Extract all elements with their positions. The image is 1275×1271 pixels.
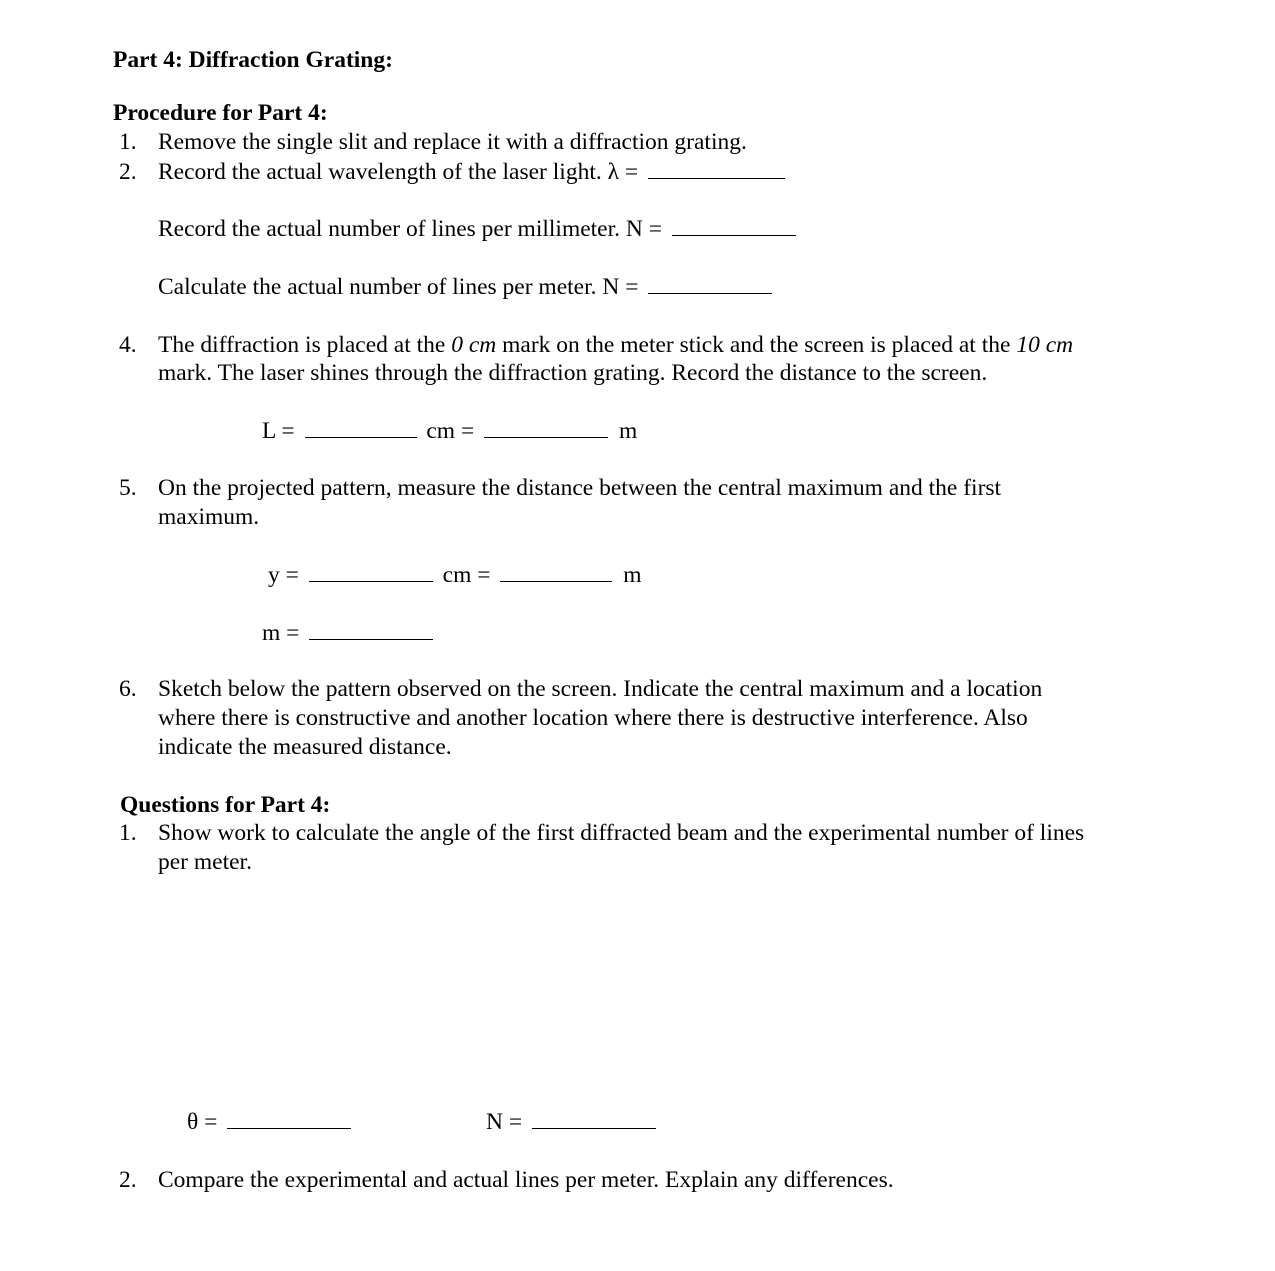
lines-per-mm-label: Record the actual number of lines per millimeter. N = <box>158 216 662 242</box>
question-1-line-2: per meter. <box>158 849 252 875</box>
step-4-line-2: mark. The laser shines through the diffraction grating. Record the distance to the screen. <box>158 360 988 386</box>
question-2-text: Compare the experimental and actual lines per meter. Explain any differences. <box>158 1167 894 1193</box>
step-6-line-1: Sketch below the pattern observed on the screen. Indicate the central maximum and a location <box>158 676 1043 702</box>
lines-per-m-row <box>158 273 772 302</box>
lines-per-m-blank[interactable] <box>648 273 772 294</box>
theta-row <box>187 1108 351 1137</box>
distance-y-row <box>268 561 642 590</box>
step-5-line-2: maximum. <box>158 504 260 530</box>
wavelength-blank[interactable] <box>648 158 785 179</box>
L-cm-blank[interactable] <box>305 417 417 438</box>
wavelength-row <box>158 158 785 187</box>
distance-L-row <box>262 417 637 446</box>
order-m-label: m = <box>262 620 300 646</box>
step-1-text: Remove the single slit and replace it with a diffraction grating. <box>158 129 747 155</box>
L-label: L = <box>262 418 295 444</box>
y-m-label: m <box>623 562 642 588</box>
experimental-N-label: N = <box>486 1109 523 1135</box>
lines-per-mm-blank[interactable] <box>672 215 796 236</box>
experimental-N-blank[interactable] <box>532 1108 656 1129</box>
y-cm-blank[interactable] <box>309 561 433 582</box>
step-4-number: 4. <box>119 332 137 358</box>
L-m-blank[interactable] <box>484 417 608 438</box>
mark-10cm: 10 cm <box>1016 332 1074 358</box>
step-6-number: 6. <box>119 676 137 702</box>
y-cm-label: cm = <box>442 562 491 588</box>
L-m-label: m <box>618 418 638 444</box>
questions-heading: Questions for Part 4: <box>120 792 331 818</box>
step-4-text-b: mark on the meter stick and the screen is placed at the <box>496 332 1017 358</box>
question-2-number: 2. <box>119 1167 137 1193</box>
step-6-line-2: where there is constructive and another location where there is destructive interference. Also <box>158 705 1028 731</box>
y-label: y = <box>268 562 299 588</box>
step-5-number: 5. <box>119 475 137 501</box>
part-heading: Part 4: Diffraction Grating: <box>113 47 393 73</box>
step-2-number: 2. <box>119 159 137 185</box>
lines-per-m-label: Calculate the actual number of lines per meter. N = <box>158 274 639 300</box>
order-m-blank[interactable] <box>309 619 433 640</box>
experimental-N-row <box>486 1108 656 1137</box>
wavelength-label: Record the actual wavelength of the laser light. λ = <box>158 159 639 185</box>
order-m-row <box>262 619 433 648</box>
theta-blank[interactable] <box>227 1108 351 1129</box>
question-1-number: 1. <box>119 820 137 846</box>
y-m-blank[interactable] <box>500 561 612 582</box>
step-5-line-1: On the projected pattern, measure the distance between the central maximum and the first <box>158 475 1002 501</box>
L-cm-label: cm = <box>426 418 475 444</box>
step-1-number: 1. <box>119 129 137 155</box>
step-4-line-1 <box>158 331 1073 360</box>
lines-per-mm-row <box>158 215 796 244</box>
procedure-heading: Procedure for Part 4: <box>113 100 328 126</box>
step-4-text-a: The diffraction is placed at the <box>158 332 452 358</box>
theta-label: θ = <box>187 1109 218 1135</box>
question-1-line-1: Show work to calculate the angle of the first diffracted beam and the experimental number of lines <box>158 820 1085 846</box>
step-6-line-3: indicate the measured distance. <box>158 734 452 760</box>
mark-0cm: 0 cm <box>451 332 497 358</box>
